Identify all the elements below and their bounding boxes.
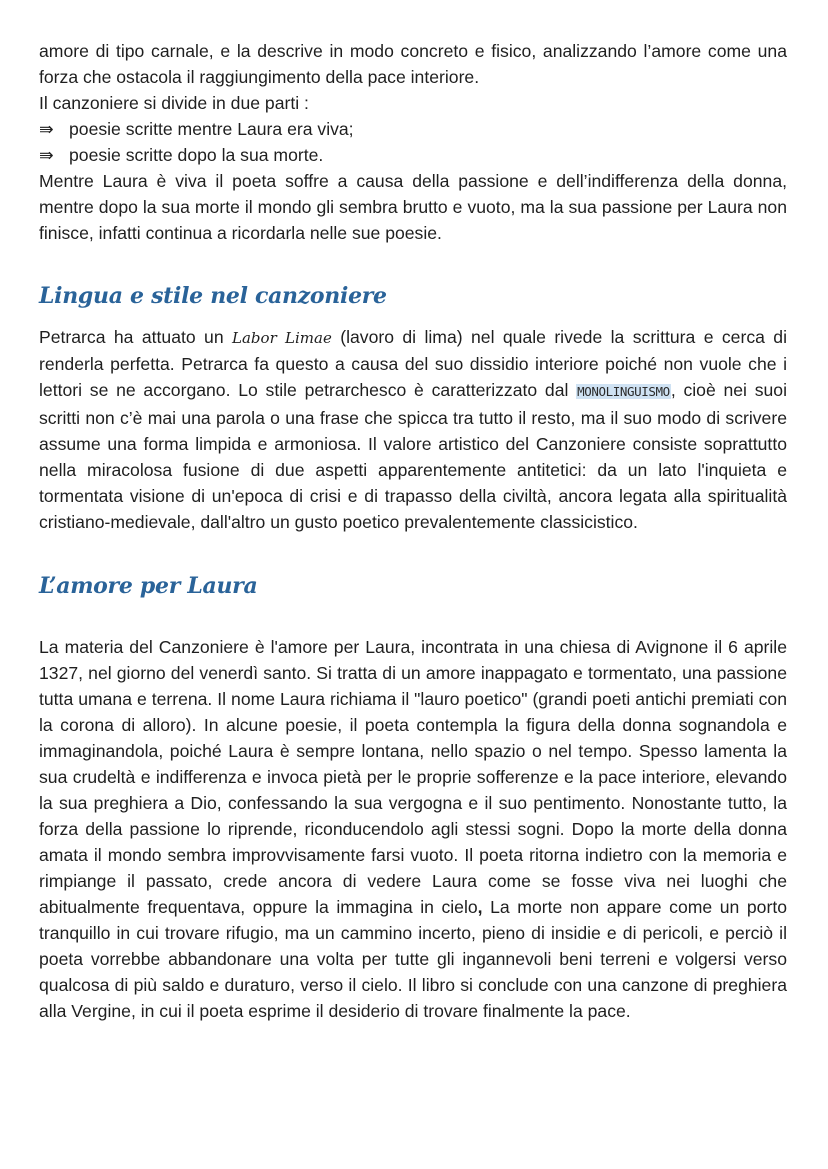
- list-item-text: poesie scritte dopo la sua morte.: [69, 145, 324, 165]
- intro-paragraph-3: Mentre Laura è viva il poeta soffre a causa della passione e dell’indifferenza della donna, mentre dopo la sua morte il mondo gli sembra brutto e vuoto, ma la sua passione per Laura non finisce, infatti continua a ricordarla nelle sue poesie.: [39, 171, 787, 243]
- section2-paragraph: [39, 634, 787, 1024]
- section-heading-amore-laura: L’amore per Laura: [39, 573, 258, 599]
- list-item-text: poesie scritte mentre Laura era viva;: [69, 119, 354, 139]
- bold-comma: ,: [477, 897, 483, 917]
- labor-limae-term: Labor Limae: [232, 329, 332, 347]
- double-arrow-icon: ⇛: [39, 145, 54, 165]
- section1-paragraph: [39, 324, 787, 535]
- parts-list: [39, 116, 787, 168]
- intro-paragraph-2: Il canzoniere si divide in due parti :: [39, 93, 309, 113]
- section-heading-lingua-stile: Lingua e stile nel canzoniere: [39, 283, 387, 309]
- double-arrow-icon: ⇛: [39, 119, 54, 139]
- intro-paragraph-1: amore di tipo carnale, e la descrive in modo concreto e fisico, analizzando l’amore come una forza che ostacola il raggiungimento della pace interiore.: [39, 41, 787, 87]
- text-run: La morte non appare come un porto tranquillo in cui trovare rifugio, ma un cammino incerto, pieno di insidie e di pericoli, e perciò il poeta vorrebbe abbandonare una volta per tutte gli ingannevoli beni terreni e volgersi verso qualcosa di più saldo e duraturo, verso il cielo. Il libro si conclude con una canzone di preghiera alla Vergine, in cui il poeta esprime il desiderio di trovare finalmente la pace.: [39, 897, 787, 1021]
- text-run: Petrarca ha attuato un: [39, 327, 233, 347]
- list-item: [39, 116, 787, 142]
- list-item: [39, 142, 787, 168]
- text-run: La materia del Canzoniere è l'amore per Laura, incontrata in una chiesa di Avignone il 6 aprile 1327, nel giorno del venerdì santo. Si tratta di un amore inappagato e tormentato, una passione tutta umana e terrena. Il nome Laura richiama il "lauro poetico" (grandi poeti antichi premiati con la corona di alloro). In alcune poesie, il poeta contempla la figura della donna sognandola e immaginandola, poiché Laura è sempre lontana, nello spazio o nel tempo. Spesso lamenta la sua crudeltà e indifferenza e invoca pietà per le proprie sofferenze e la pace interiore, elevando la sua preghiera a Dio, confessando la sua vergogna e il suo pentimento. Nonostante tutto, la forza della passione lo riprende, riconducendolo agli stessi sogni. Dopo la morte della donna amata il mondo sembra improvvisamente farsi vuoto. Il poeta ritorna indietro con la memoria e rimpiange il passato, crede ancora di vedere Laura come se fosse viva nei luoghi che abitualmente frequentava, oppure la immagina in cielo: [39, 637, 787, 917]
- text-run: (lavoro di lima) nel quale rivede la scrittura e cerca di renderla perfetta. Petrarca fa questo a causa del suo dissidio interiore poiché non vuole che i lettori se ne accorgano. Lo stile petrarchesco è caratterizzato dal: [39, 327, 787, 400]
- text-run: , cioè nei suoi scritti non c’è mai una parola o una frase che spicca tra tutto il resto, ma il suo modo di scrivere assume una forma limpida e armoniosa. Il valore artistico del Canzoniere consiste soprattutto nella miracolosa fusione di due aspetti apparentemente antitetici: da un lato l'inquieta e tormentata visione di un'epoca di crisi e di trapasso della civiltà, ancora legata alla spiritualità cristiano-medievale, dall'altro un gusto poetico prevalentemente classicistico.: [39, 380, 787, 532]
- monolinguismo-highlight: MONOLINGUISMO: [577, 384, 670, 399]
- document-page: [39, 38, 787, 1024]
